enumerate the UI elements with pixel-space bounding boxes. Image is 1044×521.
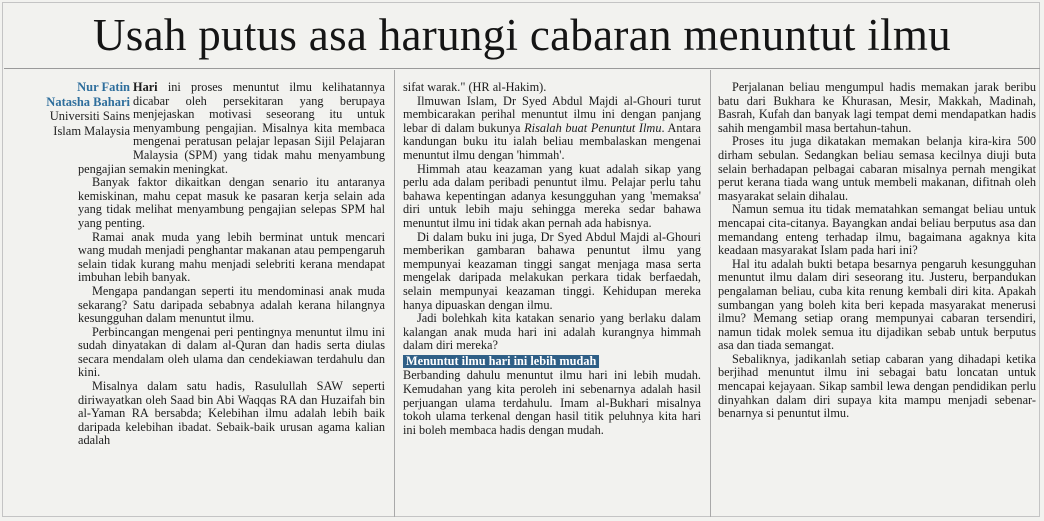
paragraph: Perbincangan mengenai peri pentingnya menuntut ilmu ini sudah dinyatakan di dalam al-Quran dan hadis serta diulas secara mendalam oleh ulama dan cendekiawan terdahulu dan kini. [78, 324, 385, 380]
column-rule [710, 70, 711, 517]
lead-word: Hari [133, 81, 158, 94]
paragraph [403, 95, 701, 163]
column-1 [78, 81, 385, 448]
headline: Usah putus asa harungi cabaran menuntut ilmu [93, 10, 951, 60]
author-name-line2: Natasha Bahari [46, 94, 130, 109]
paragraph: Himmah atau keazaman yang kuat adalah sikap yang perlu ada dalam peribadi penuntut ilmu. Pelajar perlu tahu bahawa kepentingan adanya kesungguhan yang 'memaksa' diri untuk lebih maju sehingga mereka sedar bahawa menuntut ilmu ini tidak akan pernah ada habisnya. [403, 161, 701, 230]
column-rule [394, 70, 395, 517]
paragraph: Namun semua itu tidak mematahkan semangat beliau untuk mencapai cita-citanya. Bayangkan andai beliau berputus asa dan memandang enteng terhadap ilmu, bagaimana agaknya kita keadaan masyarakat Islam pada hari ini? [718, 202, 1036, 258]
headline-rule [4, 68, 1040, 69]
author-affiliation-line2: Islam Malaysia [53, 123, 130, 138]
book-title: Risalah buat Penuntut Ilmu [524, 120, 662, 135]
paragraph: Mengapa pandangan seperti itu mendominasi anak muda sekarang? Satu daripada sebabnya adalah kerana hilangnya kesungguhan dalam menuntut ilmu. [78, 283, 385, 326]
paragraph: Jadi bolehkah kita katakan senario yang berlaku dalam kalangan anak muda hari ini adalah kurangnya himmah dalam diri mereka? [403, 311, 701, 353]
paragraph: Di dalam buku ini juga, Dr Syed Abdul Majdi al-Ghouri memberikan gambaran bahawa penuntut ilmu yang mempunyai keazaman tinggi sangat menjaga masa serta mengelak daripada melakukan perkara tidak berfaedah, selain mempunyai keazaman tinggi. Kehidupan mereka hanya dipuaskan dengan ilmu. [403, 229, 701, 312]
paragraph: Berbanding dahulu menuntut ilmu hari ini lebih mudah. Kemudahan yang kita peroleh ini sebenarnya adalah hasil perjuangan ulama terdahulu. Imam al-Bukhari misalnya tokoh ulama terkenal dengan hasil titik peluhnya kita hari ini boleh membaca hadis dengan mudah. [403, 368, 701, 437]
text-run: Ilmuwan Islam, Dr Syed Abdul Majdi al-Ghouri turut membicarakan perihal menuntut ilmu ini dengan panjang lebar di dalam bukunya [403, 93, 701, 135]
paragraph: Perjalanan beliau mengumpul hadis memakan jarak beribu batu dari Bukhara ke Khurasan, Mesir, Makkah, Madinah, Basrah, Kufah dan banyak lagi tempat demi mendapatkan hadis sahih mengambil masa bertahun-tahun. [718, 81, 1036, 135]
lead-text: ini proses menuntut ilmu kelihatannya dicabar oleh persekitaran yang berupaya menjejaskan motivasi seseorang itu untuk menyambung pengajian. Misalnya kita membaca mengenai peratusan pelajar lepasan Sijil Pelajaran Malaysia (SPM) yang tidak mahu menyambung pengajian semakin meningkat. [78, 81, 385, 176]
author-name-line1: Nur Fatin [77, 80, 130, 94]
column-2 [403, 81, 701, 437]
byline-spacer [78, 81, 133, 149]
column-3 [718, 81, 1036, 421]
paragraph: Misalnya dalam satu hadis, Rasulullah SAW seperti diriwayatkan oleh Saad bin Abi Waqqas RA dan Huzaifah bin al-Yaman RA bersabda; Kelebihan ilmu adalah lebih baik daripada kelebihan ibadat. Sebaik-baik urusan agama kalian adalah [78, 379, 385, 448]
paragraph: Sebaliknya, jadikanlah setiap cabaran yang dihadapi ketika berjihad menuntut ilmu ini sebagai batu loncatan untuk mencapai kejayaan. Sikap sambil lewa dengan pendidikan perlu dinyahkan dalam diri supaya kita mampu menjadi sebenar-benarnya si penuntut ilmu. [718, 351, 1036, 421]
paragraph: Hal itu adalah bukti betapa besarnya pengaruh kesungguhan menuntut ilmu dalam diri seseorang itu. Justeru, berpandukan pengalaman beliau, cuba kita renung kembali diri kita. Apakah sumbangan yang boleh kita beri kepada masyarakat menerusi ilmu? Memang setiap orang mempunyai cabaran tersendiri, namun tidak molek semua itu dijadikan sebab untuk berputus asa dan tiada semangat. [718, 256, 1036, 353]
subheading: Menuntut ilmu hari ini lebih mudah [403, 355, 599, 369]
paragraph: Ramai anak muda yang lebih berminat untuk mencari wang mudah menjadi penghantar makanan atau pempengaruh selain tidak kurang mahu menjadi selebriti kerana mendapat imbuhan lebih banyak. [78, 229, 385, 285]
paragraph: Proses itu juga dikatakan memakan belanja kira-kira 500 dirham sebulan. Sedangkan beliau semasa kecilnya diuji buta selain berhadapan pelbagai cabaran misalnya pernah mengikat perut kerana tiada wang untuk membeli makanan, difitnah oleh masyarakat selain dihalau. [718, 134, 1036, 203]
text-run: . Antara kandungan buku itu ialah beliau membalaskan mengenai menuntut ilmu dengan 'himmah'. [403, 120, 701, 162]
paragraph: sifat warak." (HR al-Hakim). [403, 81, 547, 94]
author-affiliation-line1: Universiti Sains [49, 109, 130, 123]
paragraph: Banyak faktor dikaitkan dengan senario itu antaranya kemiskinan, mahu cepat masuk ke pasaran kerja selain ada yang tidak melihat menyambung pengajian selepas SPM hal yang penting. [78, 175, 385, 230]
